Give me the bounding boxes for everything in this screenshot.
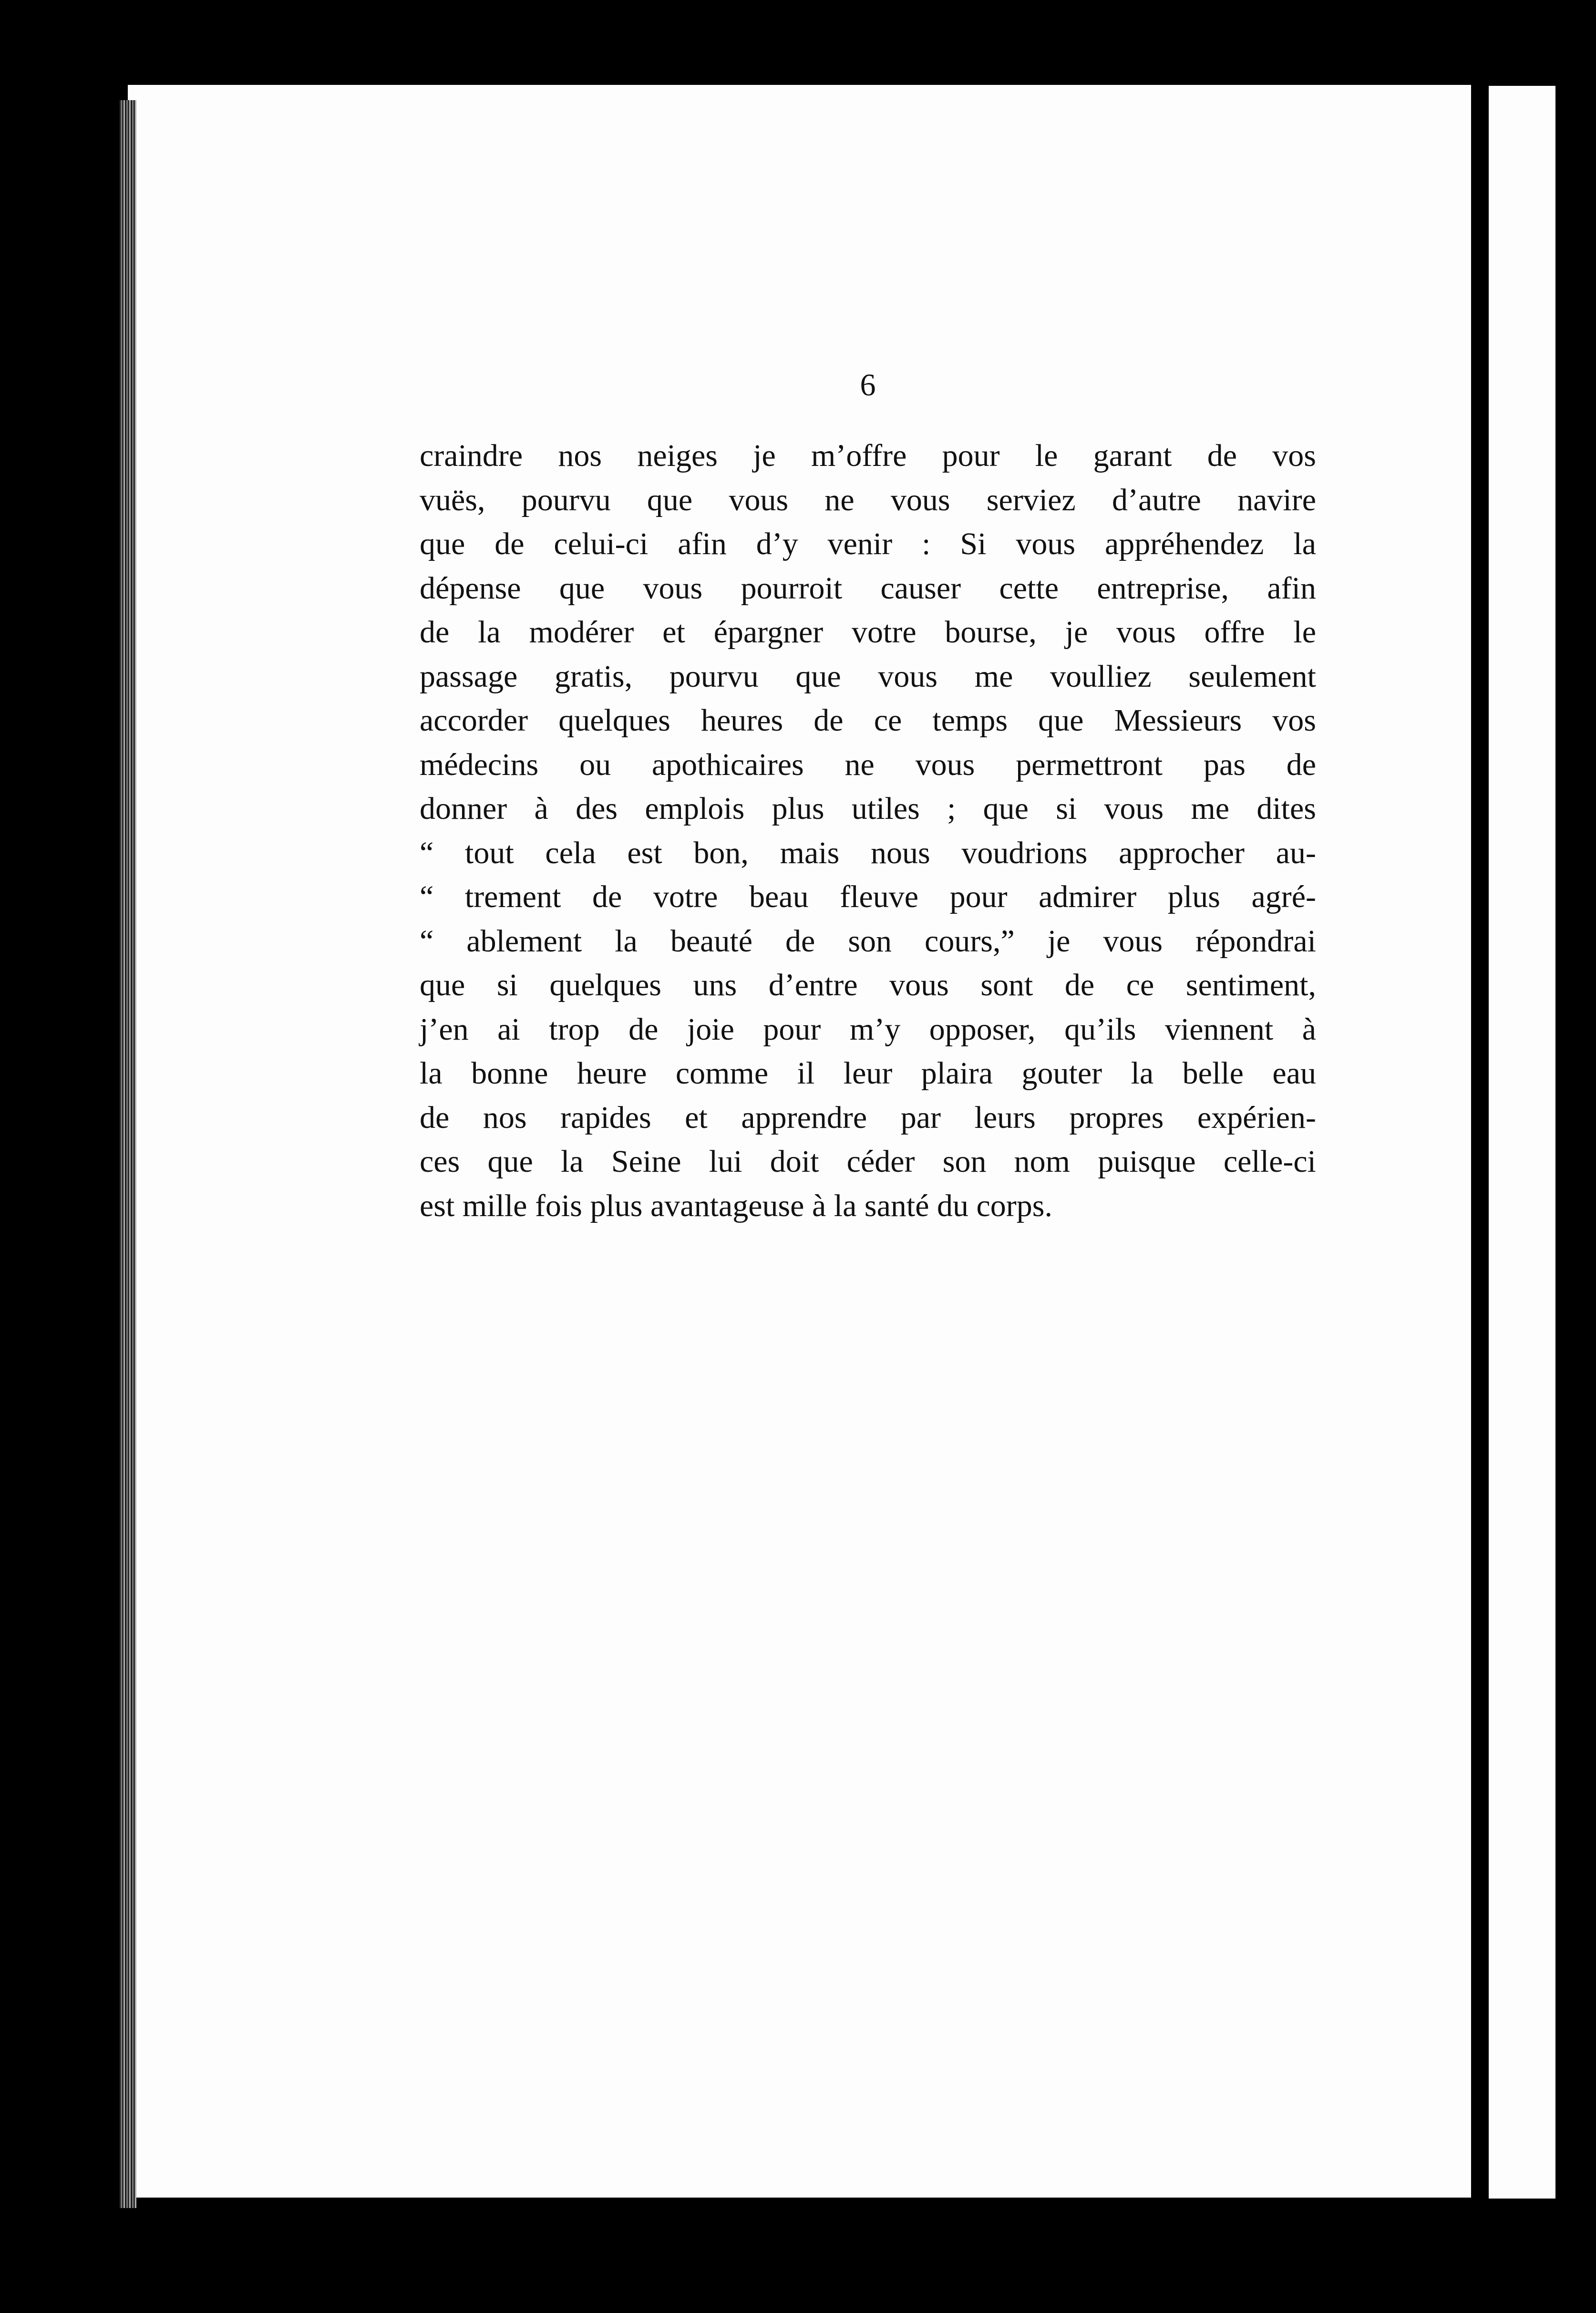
text-line: donner à des emplois plus utiles ; que si vous me dites bbox=[420, 791, 1316, 826]
text-line: “ tout cela est bon, mais nous voudrions approcher au- bbox=[420, 835, 1316, 870]
page-gutter bbox=[1471, 85, 1489, 2202]
text-line: que de celui-ci afin d’y venir : Si vous appréhendez la bbox=[420, 527, 1316, 561]
page-binding-edge bbox=[119, 100, 136, 2208]
text-line: de nos rapides et apprendre par leurs propres expérien- bbox=[420, 1100, 1316, 1135]
text-line: accorder quelques heures de ce temps que Messieurs vos bbox=[420, 703, 1316, 738]
next-page-edge bbox=[1489, 86, 1555, 2199]
text-line: vuës, pourvu que vous ne vous serviez d’autre navire bbox=[420, 482, 1316, 517]
text-line: j’en ai trop de joie pour m’y opposer, qu’ils viennent à bbox=[420, 1012, 1316, 1047]
page-number: 6 bbox=[860, 368, 876, 403]
text-line: la bonne heure comme il leur plaira gouter la belle eau bbox=[420, 1056, 1316, 1091]
text-line: passage gratis, pourvu que vous me voulliez seulement bbox=[420, 659, 1316, 694]
text-line: “ ablement la beauté de son cours,” je vous répondrai bbox=[420, 923, 1316, 959]
body-text bbox=[420, 434, 1316, 1228]
text-line: ces que la Seine lui doit céder son nom puisque celle-ci bbox=[420, 1144, 1316, 1179]
text-line: craindre nos neiges je m’offre pour le garant de vos bbox=[420, 438, 1316, 473]
text-line: de la modérer et épargner votre bourse, je vous offre le bbox=[420, 615, 1316, 650]
text-line: “ trement de votre beau fleuve pour admirer plus agré- bbox=[420, 879, 1316, 914]
text-line: médecins ou apothicaires ne vous permettront pas de bbox=[420, 747, 1316, 782]
text-line: est mille fois plus avantageuse à la santé du corps. bbox=[420, 1188, 1052, 1223]
text-line: que si quelques uns d’entre vous sont de ce sentiment, bbox=[420, 968, 1316, 1002]
text-line: dépense que vous pourroit causer cette entreprise, afin bbox=[420, 570, 1316, 606]
